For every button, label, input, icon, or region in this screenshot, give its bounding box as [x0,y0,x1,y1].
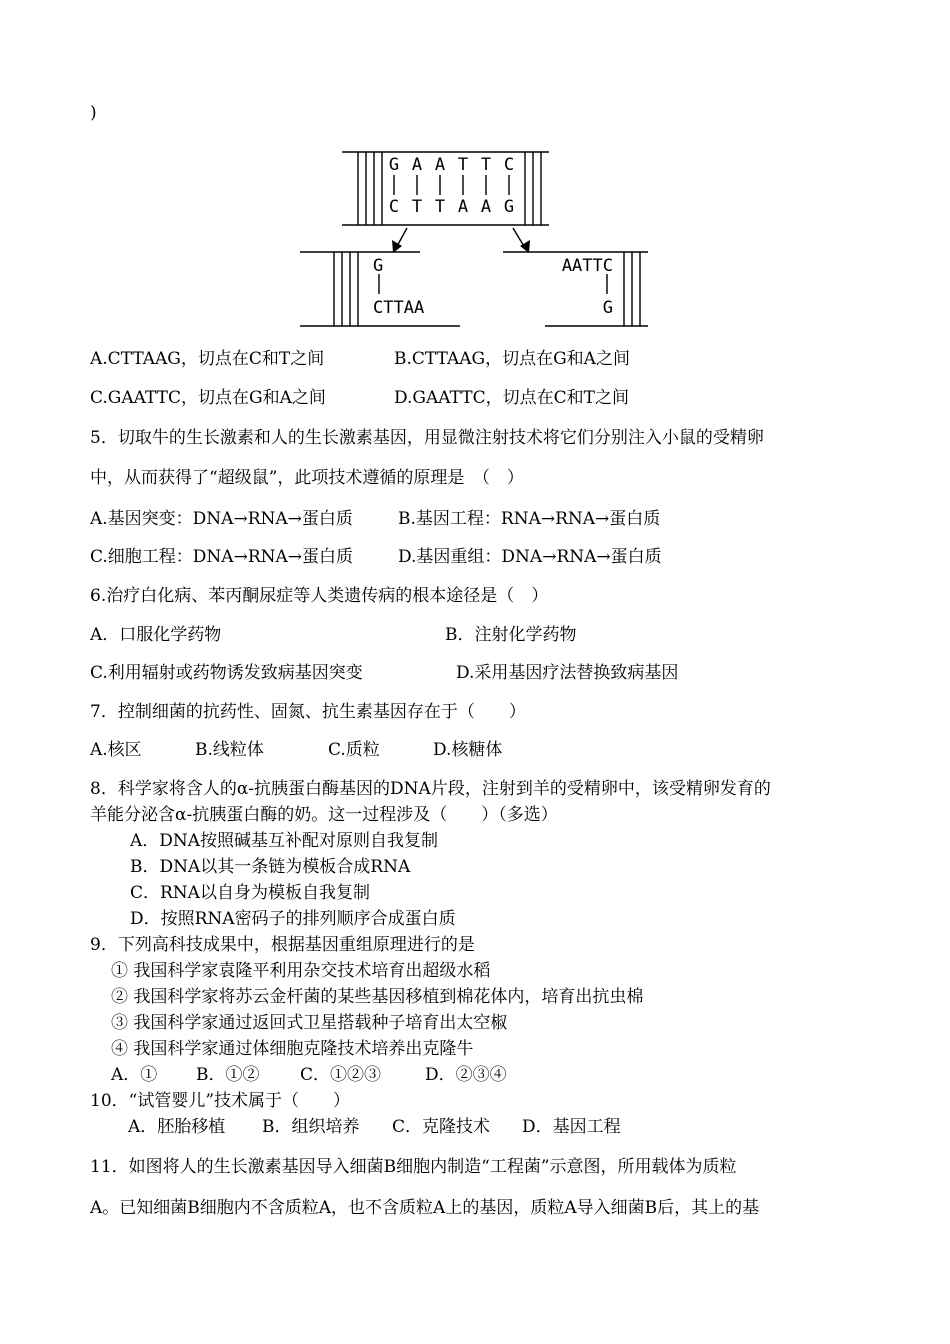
top-strand-base: T [457,155,469,175]
q10-option-d[interactable]: D．基因工程 [522,1117,621,1137]
top-strand-base: T [480,155,492,175]
top-strand-base: A [411,155,423,175]
q5-option-a[interactable]: A.基因突变：DNA→RNA→蛋白质 [90,509,353,529]
q7-option-d[interactable]: D.核糖体 [433,740,503,760]
q5-option-c[interactable]: C.细胞工程：DNA→RNA→蛋白质 [90,547,354,567]
q11-stem-line1: 11．如图将人的生长激素基因导入细菌B细胞内制造“工程菌”示意图，所用载体为质粒 [90,1157,737,1177]
bottom-strand-base: A [457,197,469,217]
q8-option-c[interactable]: C．RNA以自身为模板自我复制 [130,883,370,903]
q10-option-b[interactable]: B．组织培养 [262,1117,360,1137]
q4-option-a[interactable]: A.CTTAAG，切点在C和T之间 [90,349,325,369]
q4-option-d[interactable]: D.GAATTC，切点在C和T之间 [394,388,629,408]
q8-option-a[interactable]: A．DNA按照碱基互补配对原则自我复制 [130,831,439,851]
q9-option-a[interactable]: A．① [111,1065,158,1085]
q6-option-c[interactable]: C.利用辐射或药物诱发致病基因突变 [90,663,363,683]
q5-stem-line1: 5．切取牛的生长激素和人的生长激素基因，用显微注射技术将它们分别注入小鼠的受精卵 [90,428,764,448]
left-fragment-top: G [373,256,384,276]
q10-option-c[interactable]: C．克隆技术 [392,1117,491,1137]
q9-option-b[interactable]: B．①② [196,1065,260,1085]
q9-item: ④ 我国科学家通过体细胞克隆技术培养出克隆牛 [111,1039,474,1059]
q5-option-b[interactable]: B.基因工程：RNA→RNA→蛋白质 [398,509,661,529]
q9-option-c[interactable]: C．①②③ [300,1065,382,1085]
paren-tail: ) [90,103,97,123]
q4-option-b[interactable]: B.CTTAAG，切点在G和A之间 [394,349,630,369]
q6-option-a[interactable]: A．口服化学药物 [90,625,222,645]
bottom-strand-base: T [411,197,423,217]
q9-item: ② 我国科学家将苏云金杆菌的某些基因移植到棉花体内，培育出抗虫棉 [111,987,644,1007]
right-fragment-bottom: G [602,298,613,318]
q7-option-c[interactable]: C.质粒 [328,740,380,760]
top-strand-base: G [388,155,400,175]
q6-option-d[interactable]: D.采用基因疗法替换致病基因 [456,663,679,683]
q9-stem: 9．下列高科技成果中，根据基因重组原理进行的是 [90,935,475,955]
q9-option-d[interactable]: D．②③④ [425,1065,507,1085]
bottom-strand-base: A [480,197,492,217]
q8-option-d[interactable]: D．按照RNA密码子的排列顺序合成蛋白质 [130,909,456,929]
q10-stem: 10．“试管婴儿”技术属于（ ） [90,1091,351,1111]
q7-option-b[interactable]: B.线粒体 [195,740,264,760]
q6-stem: 6.治疗白化病、苯丙酮尿症等人类遗传病的根本途径是（ ） [90,586,549,606]
top-strand-base: A [434,155,446,175]
left-fragment-bottom: CTTAA [373,298,425,318]
q7-option-a[interactable]: A.核区 [90,740,142,760]
q9-item: ③ 我国科学家通过返回式卫星搭载种子培育出太空椒 [111,1013,508,1033]
top-strand-base: C [503,155,515,175]
q9-item: ① 我国科学家袁隆平利用杂交技术培育出超级水稻 [111,961,491,981]
bottom-strand-base: C [388,197,400,217]
right-fragment-top: AATTC [561,256,613,276]
q11-stem-line2: A。已知细菌B细胞内不含质粒A，也不含质粒A上的基因，质粒A导入细菌B后，其上的基 [90,1198,760,1218]
q8-stem-line2: 羊能分泌含α-抗胰蛋白酶的奶。这一过程涉及（ ）（多选） [90,805,558,825]
q5-stem-line2: 中，从而获得了“超级鼠”，此项技术遵循的原理是 （ ） [90,468,524,488]
q7-stem: 7．控制细菌的抗药性、固氮、抗生素基因存在于（ ） [90,702,526,722]
bottom-strand-base: G [503,197,515,217]
q5-option-d[interactable]: D.基因重组：DNA→RNA→蛋白质 [398,547,662,567]
q10-option-a[interactable]: A．胚胎移植 [128,1117,226,1137]
q8-option-b[interactable]: B．DNA以其一条链为模板合成RNA [130,857,411,877]
bottom-strand-base: T [434,197,446,217]
q6-option-b[interactable]: B．注射化学药物 [445,625,577,645]
q4-option-c[interactable]: C.GAATTC，切点在G和A之间 [90,388,326,408]
q8-stem-line1: 8．科学家将含人的α-抗胰蛋白酶基因的DNA片段，注射到羊的受精卵中，该受精卵发育的 [90,779,771,799]
